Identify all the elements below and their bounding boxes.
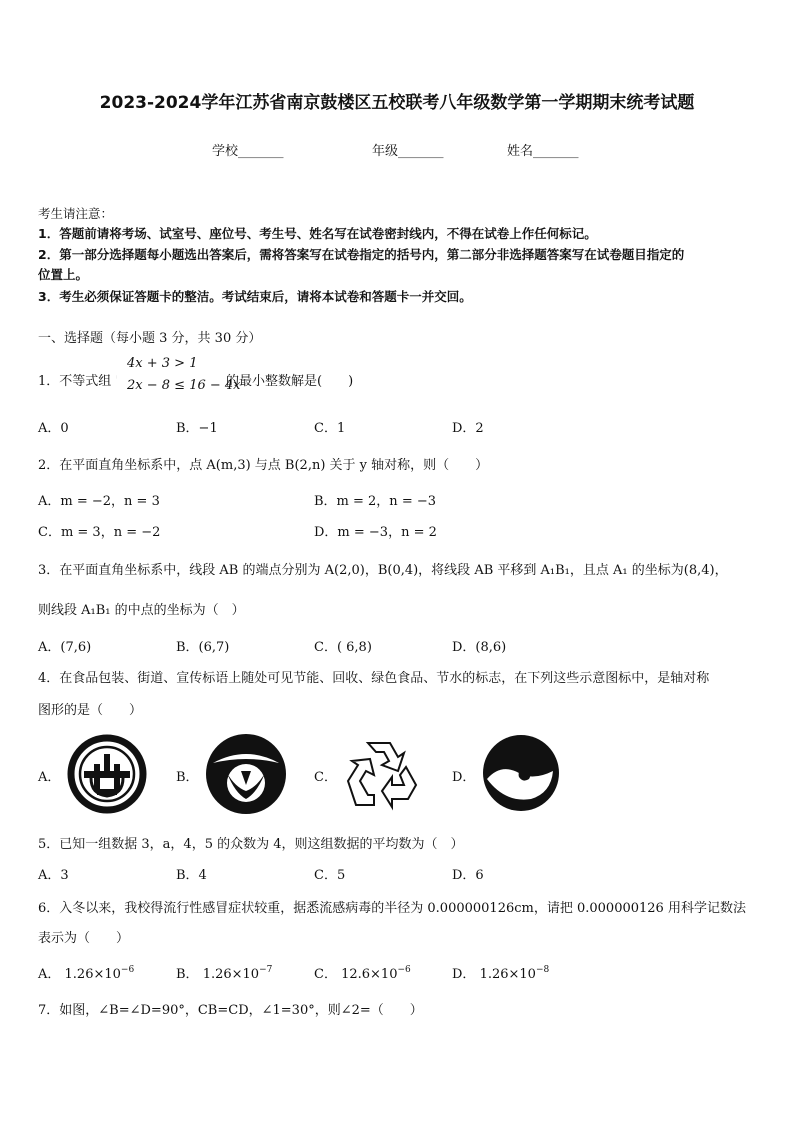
q6-option-b-exp: −7 [259, 965, 273, 975]
q2-stem: 2．在平面直角坐标系中，点 A(m,3) 与点 B(2,n) 关于 y 轴对称，则（ ） [38, 458, 489, 473]
q1-option-d[interactable]: D．2 [452, 421, 484, 436]
q3-option-d[interactable]: D．(8,6) [452, 640, 507, 655]
q2-option-b[interactable]: B．m = 2，n = −3 [314, 494, 437, 509]
q3-stem-line-1: 3．在平面直角坐标系中，线段 AB 的端点分别为 A(2,0)，B(0,4)，将线段 AB 平移到 A₁B₁，且点 A₁ 的坐标为(8,4)， [38, 563, 728, 578]
q7-stem: 7．如图，∠B=∠D=90°，CB=CD，∠1=30°，则∠2=（ ） [38, 1003, 423, 1018]
q2-option-c[interactable]: C．m = 3，n = −2 [38, 525, 161, 540]
q6-option-b-label: B． [176, 967, 199, 982]
q6-option-b[interactable] [176, 963, 272, 982]
q6-option-d[interactable] [452, 963, 549, 982]
q6-stem-line-2: 表示为（ ） [38, 931, 130, 946]
q1-option-a[interactable]: A．0 [38, 421, 69, 436]
q4-option-a[interactable]: A． [38, 770, 61, 785]
q3-option-b[interactable]: B．(6,7) [176, 640, 230, 655]
q5-stem: 5．已知一组数据 3，a，4，5 的众数为 4，则这组数据的平均数为（ ） [38, 837, 464, 852]
q6-option-b-base: 1.26×10 [202, 967, 260, 982]
q4-stem-line-1: 4．在食品包装、街道、宣传标语上随处可见节能、回收、绿色食品、节水的标志，在下列这些示意图标中，是轴对称 [38, 671, 710, 686]
water-saving-logo-icon[interactable] [481, 733, 561, 813]
q4-option-c[interactable]: C． [314, 770, 337, 785]
q6-option-a-base: 1.26×10 [64, 967, 121, 982]
q4-stem-line-2: 图形的是（ ） [38, 703, 143, 718]
q5-option-a[interactable]: A．3 [38, 868, 69, 883]
q6-option-d-label: D． [452, 967, 476, 982]
notice-item-1: 1．答题前请将考场、试室号、座位号、考生号、姓名写在试卷密封线内，不得在试卷上作任何标记。 [38, 226, 597, 241]
q6-option-c-label: C． [314, 967, 337, 982]
q1-inequality-1: 4x + 3 > 1 [127, 356, 198, 371]
green-food-logo-icon[interactable] [205, 733, 287, 815]
school-field[interactable]: 学校_______ [212, 144, 284, 159]
q6-option-c-base: 12.6×10 [341, 967, 398, 982]
name-field[interactable]: 姓名_______ [507, 144, 579, 159]
q6-option-c[interactable] [314, 963, 411, 982]
q3-option-c[interactable]: C．( 6,8) [314, 640, 372, 655]
notice-item-2: 2．第一部分选择题每小题选出答案后，需将答案写在试卷指定的括号内，第二部分非选择题答案写在试卷题目指定的 [38, 247, 685, 262]
q5-option-c[interactable]: C．5 [314, 868, 346, 883]
q5-option-d[interactable]: D．6 [452, 868, 484, 883]
q1-prefix: 1．不等式组 [38, 374, 112, 389]
q6-option-c-exp: −6 [397, 965, 411, 975]
q3-option-a[interactable]: A．(7,6) [38, 640, 92, 655]
q4-option-b[interactable]: B． [176, 770, 199, 785]
q1-brace-icon [116, 355, 124, 399]
energy-saving-logo-icon[interactable] [67, 734, 147, 814]
q6-option-d-exp: −8 [535, 965, 550, 975]
q6-option-d-base: 1.26×10 [479, 967, 536, 982]
recycle-logo-icon[interactable] [342, 735, 418, 811]
q1-option-c[interactable]: C．1 [314, 421, 346, 436]
page-title: 2023-2024学年江苏省南京鼓楼区五校联考八年级数学第一学期期末统考试题 [99, 93, 695, 113]
q1-option-b[interactable]: B．−1 [176, 421, 218, 436]
q1-suffix: 的最小整数解是( ) [226, 374, 354, 389]
grade-field[interactable]: 年级_______ [372, 144, 444, 159]
q3-stem-line-2: 则线段 A₁B₁ 的中点的坐标为（ ） [38, 603, 245, 618]
q2-option-a[interactable]: A．m = −2，n = 3 [38, 494, 160, 509]
q4-option-d[interactable]: D． [452, 770, 476, 785]
q1-inequality-2: 2x − 8 ≤ 16 − 4x [127, 378, 241, 393]
q6-option-a[interactable] [38, 963, 134, 982]
notice-item-3: 3．考生必须保证答题卡的整洁。考试结束后，请将本试卷和答题卡一并交回。 [38, 289, 472, 304]
notice-item-2-cont: 位置上。 [38, 267, 89, 282]
section-heading: 一、选择题（每小题 3 分，共 30 分） [38, 331, 262, 346]
q2-option-d[interactable]: D．m = −3，n = 2 [314, 525, 437, 540]
notice-heading: 考生请注意： [38, 206, 114, 221]
q5-option-b[interactable]: B．4 [176, 868, 207, 883]
q6-option-a-exp: −6 [120, 965, 135, 975]
q6-stem-line-1: 6．入冬以来，我校得流行性感冒症状较重，据悉流感病毒的半径为 0.000000126cm，请把 0.000000126 用科学记数法 [38, 901, 746, 916]
q6-option-a-label: A． [38, 967, 61, 982]
